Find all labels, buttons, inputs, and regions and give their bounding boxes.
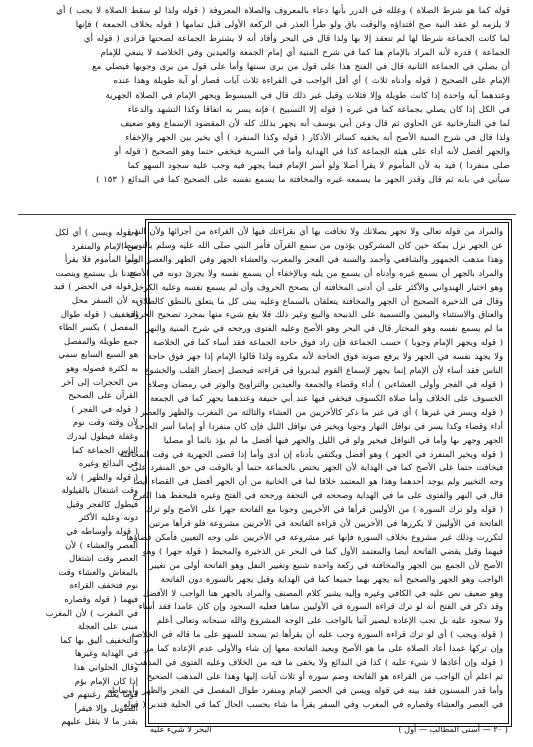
main-text-line: وهو اختيار الهندواني والأكثر على أن أدنى المخافتة أن يصحح الحروف وأن لم يسمع نفسه وعليه الكرخي <box>131 281 503 292</box>
side-text-line: العصر والعشاء ) لأن <box>65 539 138 550</box>
top-text-line: لما كانت الجماعة شرطا لها لم تنعقد إلا بها ولذا قال في البحر وأفاد أنه لا يشترط الجماعة لصحتها فرادى ( قوله أي <box>83 34 510 45</box>
main-text-line: لتكررت وذلك غير مشروع بخلاف السورة فإنها غير مشروعة في الأخريين على وجه التعيين فأمكن قضاؤها <box>126 531 503 542</box>
main-text-line: الأصح لأن الجمع بين الجهر والمخافتة في ركعة واحدة شنيع وتغيير النفل وهو الفاتحة أولى من تغيير <box>149 559 503 570</box>
side-text-line: قوما يعلم رغبتهم في <box>63 689 138 700</box>
side-text-line: في الهداية وغيرها <box>74 648 138 659</box>
main-text-line: ما لم يسمع نفسه وهو المختار قال في البحر وهو الأصح وعليه الفتوى ورجحه في شرح المنية والنهر <box>145 323 503 334</box>
side-text-line: من الحجرات إلى آخر <box>61 376 138 387</box>
top-text-line: والجهر أفضل لأنه أداء على هيئة الجماعة كذا في الهداية وأما في السرية فيخفي حتما وهو الصحيح ( قوله أو <box>114 146 510 157</box>
side-text-line: فيهما ( قوله وقصاره <box>64 594 138 605</box>
side-text-line: به لكثرة فصوله وهو <box>66 362 138 373</box>
top-text-line: أن يصلي في الجماعة الثانية قال في الفتح هذا على قول من يرى سنتها وأما على قول من يرى وجوبها فيصلي مع <box>92 62 510 73</box>
side-text-line: مبنى على العجلة <box>77 621 138 632</box>
side-text-line: وقت اشتغال بالقيلولة <box>61 485 138 496</box>
top-text-line: صلى منفردا ) قيد به لأن المأموم لا يقرأ أصلا ولو أسر الإمام فيما يجهر فيه وجب عليه سجود السهو كما <box>127 161 510 172</box>
top-text-line: وعندهما آية واحدة إذا كانت طويلة وإلا فثلاث وقيل غير ذلك قال في المبسوط ويجهر الإمام في الصلاة الجهرية <box>105 90 510 101</box>
side-text-line: وغفلة فيطول ليدرك <box>66 430 138 441</box>
main-text-line: ثم اعلم أن الواجب من القراءة هو الفاتحة وضم سورة أو ثلاث آيات إليها وهذا على المذهب الصحيح <box>146 671 503 681</box>
top-text-line: الجماعة ) قدره لأنه المراد بالإمام هنا كما في شرح المنية أي إمام الجمعة والعيدين وفي الخلاصة لا ينبغي للإمام <box>100 48 510 59</box>
main-text-line: ( قوله ويجب ) أي لو ترك قراءة السورة وجب عليه أن يقرأها ثم يسجد للسهو على ما قاله في الخلاصة <box>130 629 503 640</box>
main-text-line: وقد ذكر في الفتح أنه لو ترك قراءة السورة في الأوليين ساهيا فعليه السجود وإن كان عامدا فقد أساء <box>138 601 503 612</box>
main-text-line: أداء وقضاء وكذا يسر في نوافل النهار وجوبا ويخير في نوافل الليل فإن كان منفردا أو إماما أسر الحاجة <box>134 420 503 431</box>
main-text-line: فيهما وقيل يقضي الفاتحة أيضا والمعتمد الأول كما في البحر عن الذخيرة والمحيط ( قوله جهرا ) وهو <box>142 545 503 556</box>
side-text-line: المفصل ) بكسر الطاء <box>58 322 138 333</box>
side-text-line: وقال الحلواني هذا <box>73 662 138 672</box>
side-text-line: في المغرب ) لأن المغرب <box>45 607 138 618</box>
main-text-line: الفاتحة في الأوليين لا يكررها في الأخريين لأن قراءة الفاتحة في الأخريين مشروعة فلو قرأها مرتين <box>148 518 503 529</box>
top-commentary <box>22 4 510 206</box>
side-text-line: هو السبع السابع سمي <box>58 349 138 360</box>
main-text-line: ( قوله ولو ترك السورة ) من الأوليين قرأها في الأخريين وجوبا مع الفاتحة جهرا على الأصح ولو ترك <box>145 504 503 515</box>
footer-right-label: ( ٢٠ — أسنى المطالب — أول ) <box>398 724 508 734</box>
main-text-line: ( قوله ويجهر الإمام وجوبا ) حسب الجماعة فإن زاد فوق حاجة الجماعة فقد أساء كما في الخلاصة <box>152 337 503 348</box>
main-text-line: الواجب وهو الجهر والصحيح أنه يجهر بهما جميعا كما في الهداية وقيل يجهر بالسورة دون الفاتحة <box>160 573 503 584</box>
main-text-line: ولا سجود عليه بل تجب الإعادة ليصير آتيا بالواجب على الوجه المشروع والله سبحانه وتعالى أعلم <box>156 615 503 626</box>
side-text-line: عندنا بل يستمع وينصت <box>55 267 138 278</box>
footer-row <box>150 724 508 738</box>
side-text-line: القرآن على الصحيح <box>68 390 138 401</box>
main-text-line: وأما قدر المسنون فقد بينه في قوله ويسن في الحضر لإمام ومنفرد طوال المفصل في الفجر والظهر وأوساطه <box>107 684 503 695</box>
main-text-line: وجه التخيير ولم يوجد أحدهما وهذا هو المعتمد خلافا لما في الخانية من أن الجهر أفضل في القضاء أيضا <box>133 476 503 487</box>
side-text-line: به لأن السفر محل <box>71 294 138 305</box>
top-text-line: في الكل إذا كان يصلي بجماعة كما في غيره ( قوله إلا التسبيح ) فإنه يسر به اتفاقا وكذا التشهد والدعاء <box>127 104 510 115</box>
section-divider <box>18 214 516 215</box>
side-text-line: لأن وقته وقت نوم <box>72 417 138 428</box>
side-text-line: جمع طويلة والمفصل <box>64 335 138 346</box>
side-text-line: العصر وقت اشتغال <box>69 553 138 564</box>
main-text-line: والعتاق والاستثناء واليمين والتسمية على الذبيحة والبيع وغير ذلك فلا يقع شيء منها بمجرد تصحيح الحروف <box>126 309 503 320</box>
main-text-line: الناس فقد أساء لأن الإمام إنما يجهر لإسماع القوم ليدبروا في قراءته فيحصل إحضار القلب والخشوع <box>144 365 503 376</box>
main-text-line: والمراد بالجهر أن يسمع غيره وأدناه أن يسمع من يليه وبالإخفاء أن يسمع نفسه ولا يجزئ دونه في الأصح <box>129 267 503 278</box>
top-text-line: لما في التتارخانية عن الحاوي ثم قال وعن أبي يوسف أنه يجهر بذلك كله لأن المقصود الإسماع وهو ضعيف <box>120 118 510 129</box>
top-text-line: سيأتي في بابه ثم قال وقدر الجهر ما يسمعه غيره والمخافتة ما يسمع نفسه على الصحيح كما في البدائع ( ١٥٣ ) <box>96 175 510 186</box>
main-text-line: قال في النهر والفتوى على ما في الهداية وصححه في التحفة ورجحه في الفتح وغيره فليحفظ هذا الفرع <box>132 490 503 501</box>
main-text-line: وقال في الذخيرة الصحيح أن الجهر والمخافتة يتعلقان بالسماع وعليه يبنى كل ما يتعلق بالنطق كالطلاق <box>136 295 503 306</box>
main-text-line: الجهر وجهر بها وأما في النوافل فيخير ولو في الليل والجهر فيها أفضل ما لم يؤذ نائما أو مصليا <box>163 434 503 445</box>
main-text-line: ( قوله ويخير المنفرد في الجهر ) وهو أفضل ويكتفي بأدناه إن أدى وأما إذا قضى الجهرية في وقت المخافتة <box>119 448 503 459</box>
top-text-line: قوله كما هو شرط الصلاة ) وعلله في الدرر بأنها دعاء بالمعروف والصلاة المعروفة ( قوله ولذا لو سقط الصلاة لا يجب ) أي <box>56 6 510 16</box>
main-text-line: عن الجهر نزل بمكة حين كان المشركون يؤذون من سمع القرآن فأمر النبي صلى الله عليه وسلم بالتوسط <box>123 239 503 250</box>
side-text-line: بالمعاش والعشاء وقت <box>58 566 138 577</box>
top-text-line: لا يلزمه لو عقد النية صح اقتداؤه والوقت باق ولو طرأ العذر في الركعة الأولى قبل تمامها ( قوله بخلاف الجمعة ) فإنها <box>75 20 510 31</box>
main-text-line: ( قوله في الفجر وأولى العشاءين ) أداء وقضاء والجمعة والعيدين والتراويح والوتر في رمضان وصلاة <box>147 378 503 389</box>
main-text-line: ولا يجهد نفسه في الجهر ولا يرفع صوته فوق الحاجة لأنه مكروه ولذا قالوا الإمام إذا جهر فوق حاجة <box>147 351 503 362</box>
side-text-line: ( قوله وأوساطه في <box>66 526 138 537</box>
side-margin-commentary <box>20 226 138 727</box>
side-text-line: دونه وعليه الأكثر <box>79 512 138 523</box>
side-text-line: ( قوله في الحضر ) قيد <box>53 281 138 292</box>
side-text-line: ( قوله ويسن ) أي لكل <box>55 227 138 237</box>
side-text-line: نوم فتخفف القراءة <box>69 580 138 591</box>
main-text-line: وإن تركها عمدا أعاد الصلاة على ما هو الأصح ويعيد الفاتحة معها إن شاء والأولى عدم الإعادة كما مر <box>144 643 503 654</box>
top-text-line: الإمام على الصحيح ( قوله وأدناه ثلاث ) أي أقل الواجب في القراءة ثلاث آيات قصار أو آية طويلة وهذا عنده <box>113 76 510 87</box>
side-text-line: التطويل وإلا فيقرأ <box>74 702 138 713</box>
side-text-line: إذا كان الإمام يؤم <box>74 675 138 686</box>
side-text-line: التخفيف ( قوله طوال <box>60 308 138 319</box>
main-text-line: فيخافت حتما على الأصح كما في الهداية لأن الجهر يختص بالجماعة حتما أو بالوقت في حق المنفرد على <box>131 462 503 473</box>
side-text-line: من الإمام والمنفرد <box>71 240 138 251</box>
side-text-line: فيطول كالفجر وقيل <box>66 498 138 509</box>
side-text-line: ( قوله والظهر ) لأنه <box>65 471 138 482</box>
side-text-line: وأما المأموم فلا يقرأ <box>64 254 138 265</box>
side-text-line: والتخفيف أليق بها كما <box>60 634 138 645</box>
main-text-line: في العصر والعشاء وقصاره في المغرب وفي السفر يقرأ ما شاء بحسب الحال كما في الحلية فتدبر ( قوله <box>123 698 503 709</box>
main-text-line: وهو ضعيف نص عليه في الكافي وغيره وإليه يشير كلام المصنف والمراد بالجهر هنا الواجب لا الأفضل <box>142 587 503 598</box>
side-text-line: بقدر ما لا يثقل عليهم <box>61 716 138 727</box>
main-text-line: ( قوله وإن أعادها لا شيء عليه ) كذا في البدائع ولا يخفى ما فيه من الخلاف وعليه الفتوى في المذهب <box>134 657 503 668</box>
side-text-line: ( قوله في الفجر ) <box>71 403 138 414</box>
side-text-line: في البدائع وغيره <box>78 458 138 469</box>
main-text-line: الخسوف على الخلاف وأما صلاة الكسوف فيخفي فيها عند أبي حنيفة وعندهما يجهر كما في الجمعة <box>150 392 503 403</box>
main-text-line: وهذا مذهب الجمهور والشافعي وأحمد والسنة في الفجر والمغرب والعشاء الجهر وفي الظهر والعصر السر <box>126 253 503 264</box>
main-text-line: والمراد من قوله تعالى ولا تجهر بصلاتك ولا تخافت بها أي بقراءتك فيها لأن القراءة من أجزائها ولأن النهي <box>127 226 503 236</box>
main-text-line: ( قوله ويسر في غيرها ) أي في غير ما ذكر كالأخريين من العشاء والثالثة من المغرب والظهر والعصر <box>140 406 503 417</box>
footer-left-label: البحر لا شيء عليه <box>150 724 212 734</box>
side-text-line: الناس الجماعة كما <box>71 444 138 455</box>
top-text-line: ولذا قال في شرح المنية الأصح أنه يخفيه كسائر الأذكار ( قوله وكذا المنفرد ) أي يخير بين الجهر والإخفاء <box>125 132 510 143</box>
